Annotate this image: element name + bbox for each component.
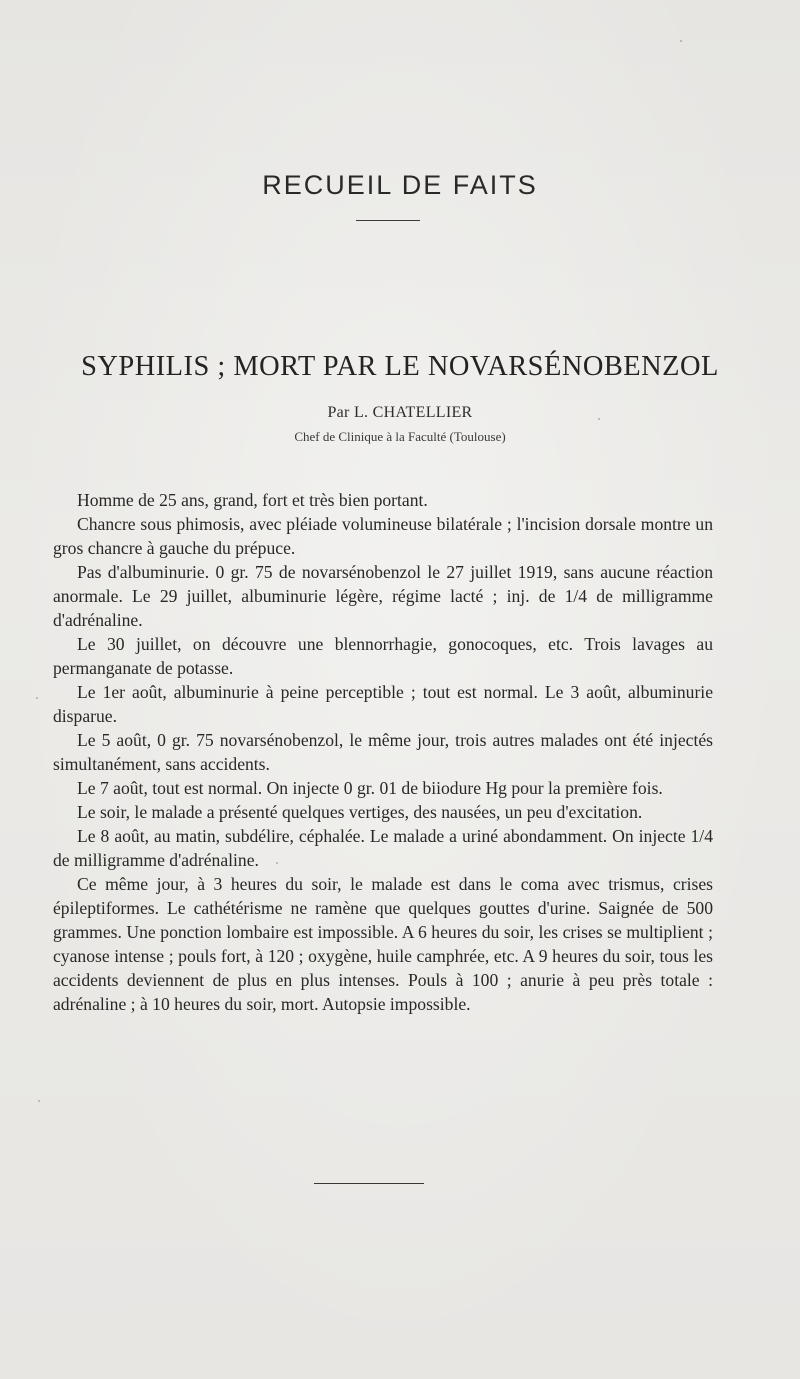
paper-speck: [276, 862, 278, 864]
paragraph: Chancre sous phimosis, avec pléiade volumineuse bilatérale ; l'incision dorsale montre un gros chancre à gauche du prépuce.: [53, 514, 713, 558]
paragraph: Ce même jour, à 3 heures du soir, le malade est dans le coma avec trismus, crises épileptiformes. Le cathétérisme ne ramène que quelques gouttes d'urine. Saignée de 500 grammes. Une ponction lombaire est impossible. A 6 heures du soir, les crises se multiplient ; cyanose intense ; pouls fort, à 120 ; oxygène, huile camphrée, etc. A 9 heures du soir, tous les accidents deviennent de plus en plus intenses. Pouls à 100 ; anurie à peu près totale : adrénaline ; à 10 heures du soir, mort. Autopsie impossible.: [53, 874, 713, 1014]
paper-speck: [36, 697, 38, 699]
article-body: [53, 488, 713, 1016]
paper-speck: [38, 1100, 40, 1102]
paragraph: Le 5 août, 0 gr. 75 novarsénobenzol, le même jour, trois autres malades ont été injectés simultanément, sans accidents.: [53, 730, 713, 774]
author-affiliation: Chef de Clinique à la Faculté (Toulouse): [294, 429, 506, 444]
paragraph: Le 30 juillet, on découvre une blennorrhagie, gonocoques, etc. Trois lavages au permanganate de potasse.: [53, 634, 713, 678]
paragraph: Le 1er août, albuminurie à peine perceptible ; tout est normal. Le 3 août, albuminurie disparue.: [53, 682, 713, 726]
article-title: SYPHILIS ; MORT PAR LE NOVARSÉNOBENZOL: [81, 350, 719, 382]
section-heading: RECUEIL DE FAITS: [262, 170, 538, 200]
paragraph: Le 7 août, tout est normal. On injecte 0 gr. 01 de biiodure Hg pour la première fois.: [77, 778, 663, 798]
heading-divider: [356, 220, 420, 221]
paragraph: Homme de 25 ans, grand, fort et très bien portant.: [77, 490, 428, 510]
end-divider: [314, 1183, 424, 1184]
paragraph: Le 8 août, au matin, subdélire, céphalée. Le malade a uriné abondamment. On injecte 1/4 de milligramme d'adrénaline.: [53, 826, 713, 870]
author-byline: Par L. CHATELLIER: [327, 404, 473, 421]
paper-speck: [680, 40, 682, 42]
paper-speck: [598, 418, 600, 420]
paragraph: Pas d'albuminurie. 0 gr. 75 de novarsénobenzol le 27 juillet 1919, sans aucune réaction anormale. Le 29 juillet, albuminurie légère, régime lacté ; inj. de 1/4 de milligramme d'adrénaline.: [53, 562, 713, 630]
paragraph: Le soir, le malade a présenté quelques vertiges, des nausées, un peu d'excitation.: [77, 802, 643, 822]
